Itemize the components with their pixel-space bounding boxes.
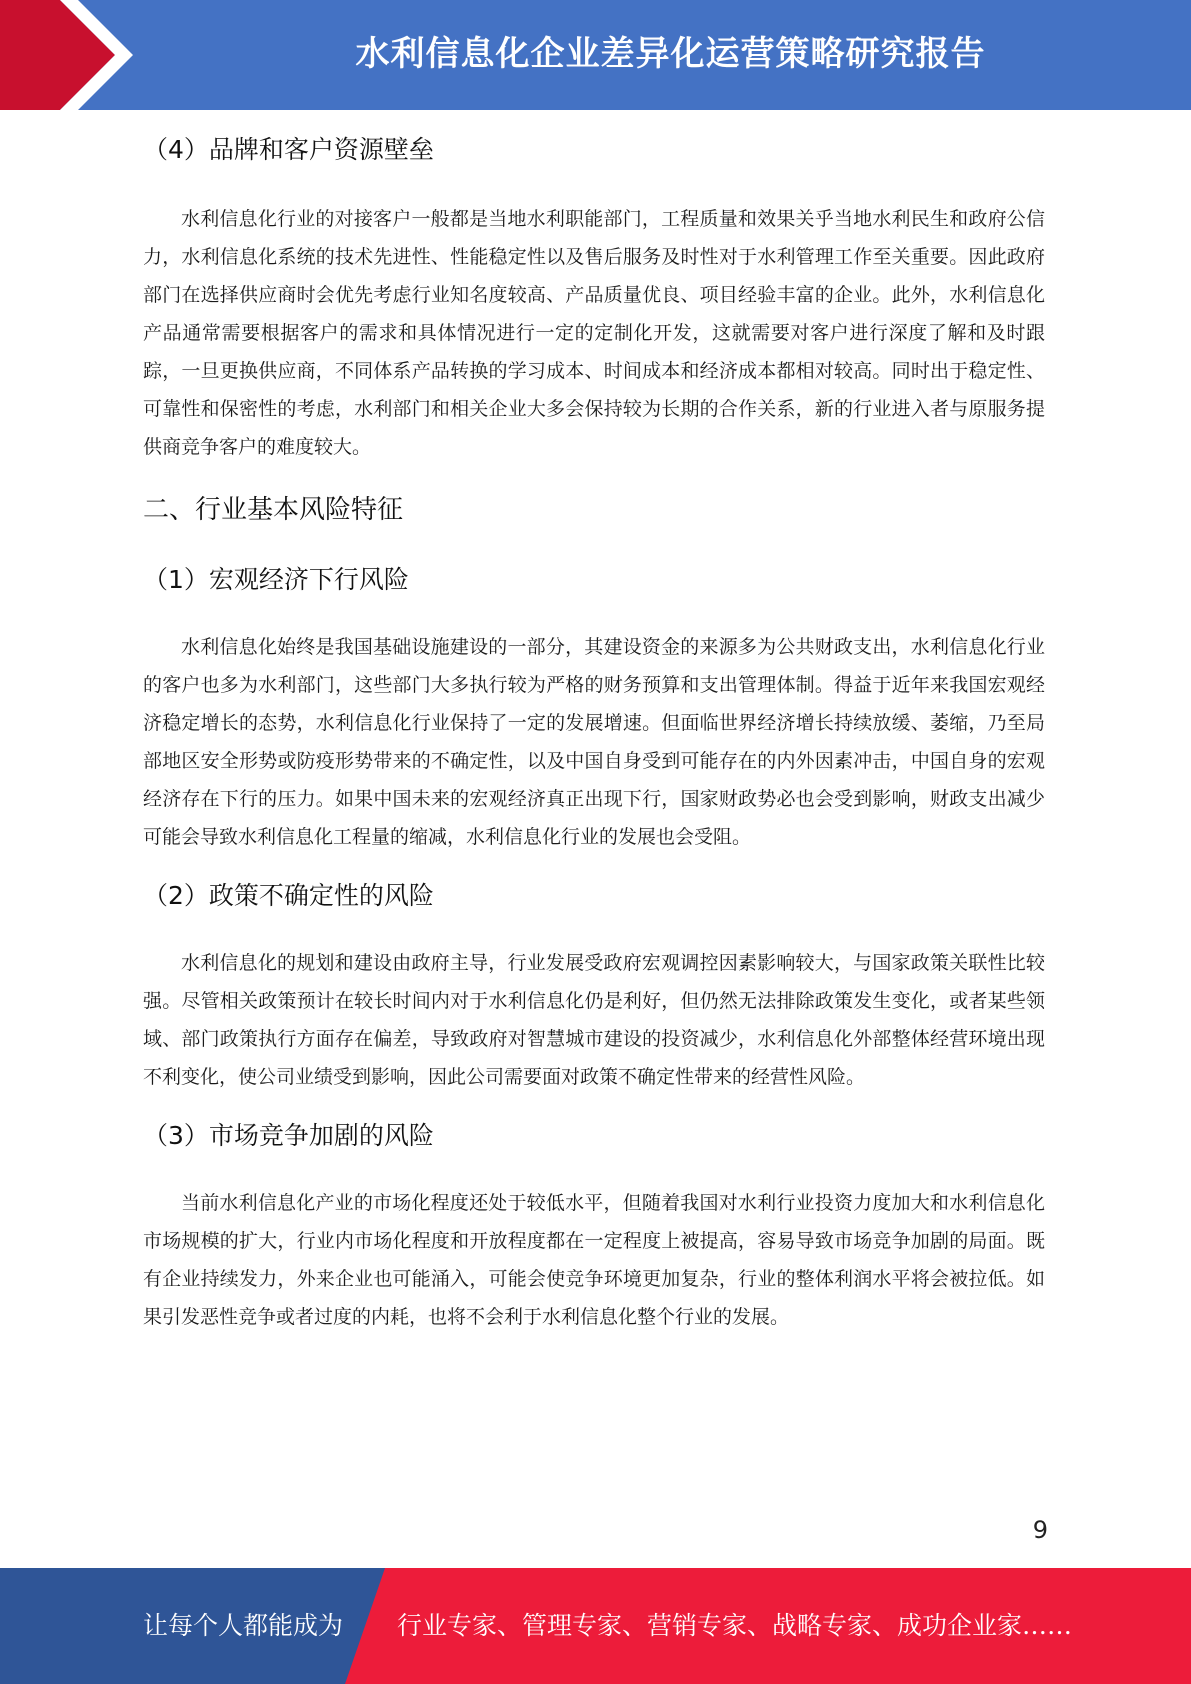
subsection-heading-macro: （1）宏观经济下行风险 — [143, 565, 409, 594]
paragraph-macro: 水利信息化始终是我国基础设施建设的一部分，其建设资金的来源多为公共财政支出，水利信息化行业的客户也多为水利部门，这些部门大多执行较为严格的财务预算和支出管理体制。得益于近年来我国宏观经济稳定增长的态势，水利信息化行业保持了一定的发展增速。但面临世界经济增长持续放缓、萎缩，乃至局部地区安全形势或防疫形势带来的不确定性，以及中国自身受到可能存在的内外因素冲击，中国自身的宏观经济存在下行的压力。如果中国未来的宏观经济真正出现下行，国家财政势必也会受到影响，财政支出减少可能会导致水利信息化工程量的缩减，水利信息化行业的发展也会受阻。 — [143, 636, 1045, 848]
subsection-heading-policy: （2）政策不确定性的风险 — [143, 881, 434, 910]
footer-slogan-right: 行业专家、管理专家、营销专家、战略专家、成功企业家…… — [397, 1611, 1073, 1640]
page-footer — [0, 1568, 1191, 1684]
subsection-heading-market: （3）市场竞争加剧的风险 — [143, 1121, 434, 1150]
report-title: 水利信息化企业差异化运营策略研究报告 — [355, 34, 986, 74]
section-heading-risks: 二、行业基本风险特征 — [143, 495, 404, 525]
paragraph-policy: 水利信息化的规划和建设由政府主导，行业发展受政府宏观调控因素影响较大，与国家政策关联性比较强。尽管相关政策预计在较长时间内对于水利信息化仍是利好，但仍然无法排除政策发生变化，或者某些领域、部门政策执行方面存在偏差，导致政府对智慧城市建设的投资减少，水利信息化外部整体经营环境出现不利变化，使公司业绩受到影响，因此公司需要面对政策不确定性带来的经营性风险。 — [143, 952, 1045, 1088]
paragraph-market: 当前水利信息化产业的市场化程度还处于较低水平，但随着我国对水利行业投资力度加大和水利信息化市场规模的扩大，行业内市场化程度和开放程度都在一定程度上被提高，容易导致市场竞争加剧的局面。既有企业持续发力，外来企业也可能涌入，可能会使竞争环境更加复杂，行业的整体利润水平将会被拉低。如果引发恶性竞争或者过度的内耗，也将不会利于水利信息化整个行业的发展。 — [143, 1192, 1045, 1328]
subsection-heading-brand: （4）品牌和客户资源壁垒 — [143, 135, 434, 164]
page-header — [0, 0, 1191, 110]
footer-slogan-left: 让每个人都能成为 — [143, 1611, 344, 1640]
header-arrow-decoration — [0, 0, 160, 110]
paragraph-brand: 水利信息化行业的对接客户一般都是当地水利职能部门，工程质量和效果关乎当地水利民生和政府公信力，水利信息化系统的技术先进性、性能稳定性以及售后服务及时性对于水利管理工作至关重要。因此政府部门在选择供应商时会优先考虑行业知名度较高、产品质量优良、项目经验丰富的企业。此外，水利信息化产品通常需要根据客户的需求和具体情况进行一定的定制化开发，这就需要对客户进行深度了解和及时跟踪，一旦更换供应商，不同体系产品转换的学习成本、时间成本和经济成本都相对较高。同时出于稳定性、可靠性和保密性的考虑，水利部门和相关企业大多会保持较为长期的合作关系，新的行业进入者与原服务提供商竞争客户的难度较大。 — [143, 208, 1045, 458]
page-content — [143, 118, 1045, 1336]
page-number: 9 — [1032, 1516, 1048, 1544]
